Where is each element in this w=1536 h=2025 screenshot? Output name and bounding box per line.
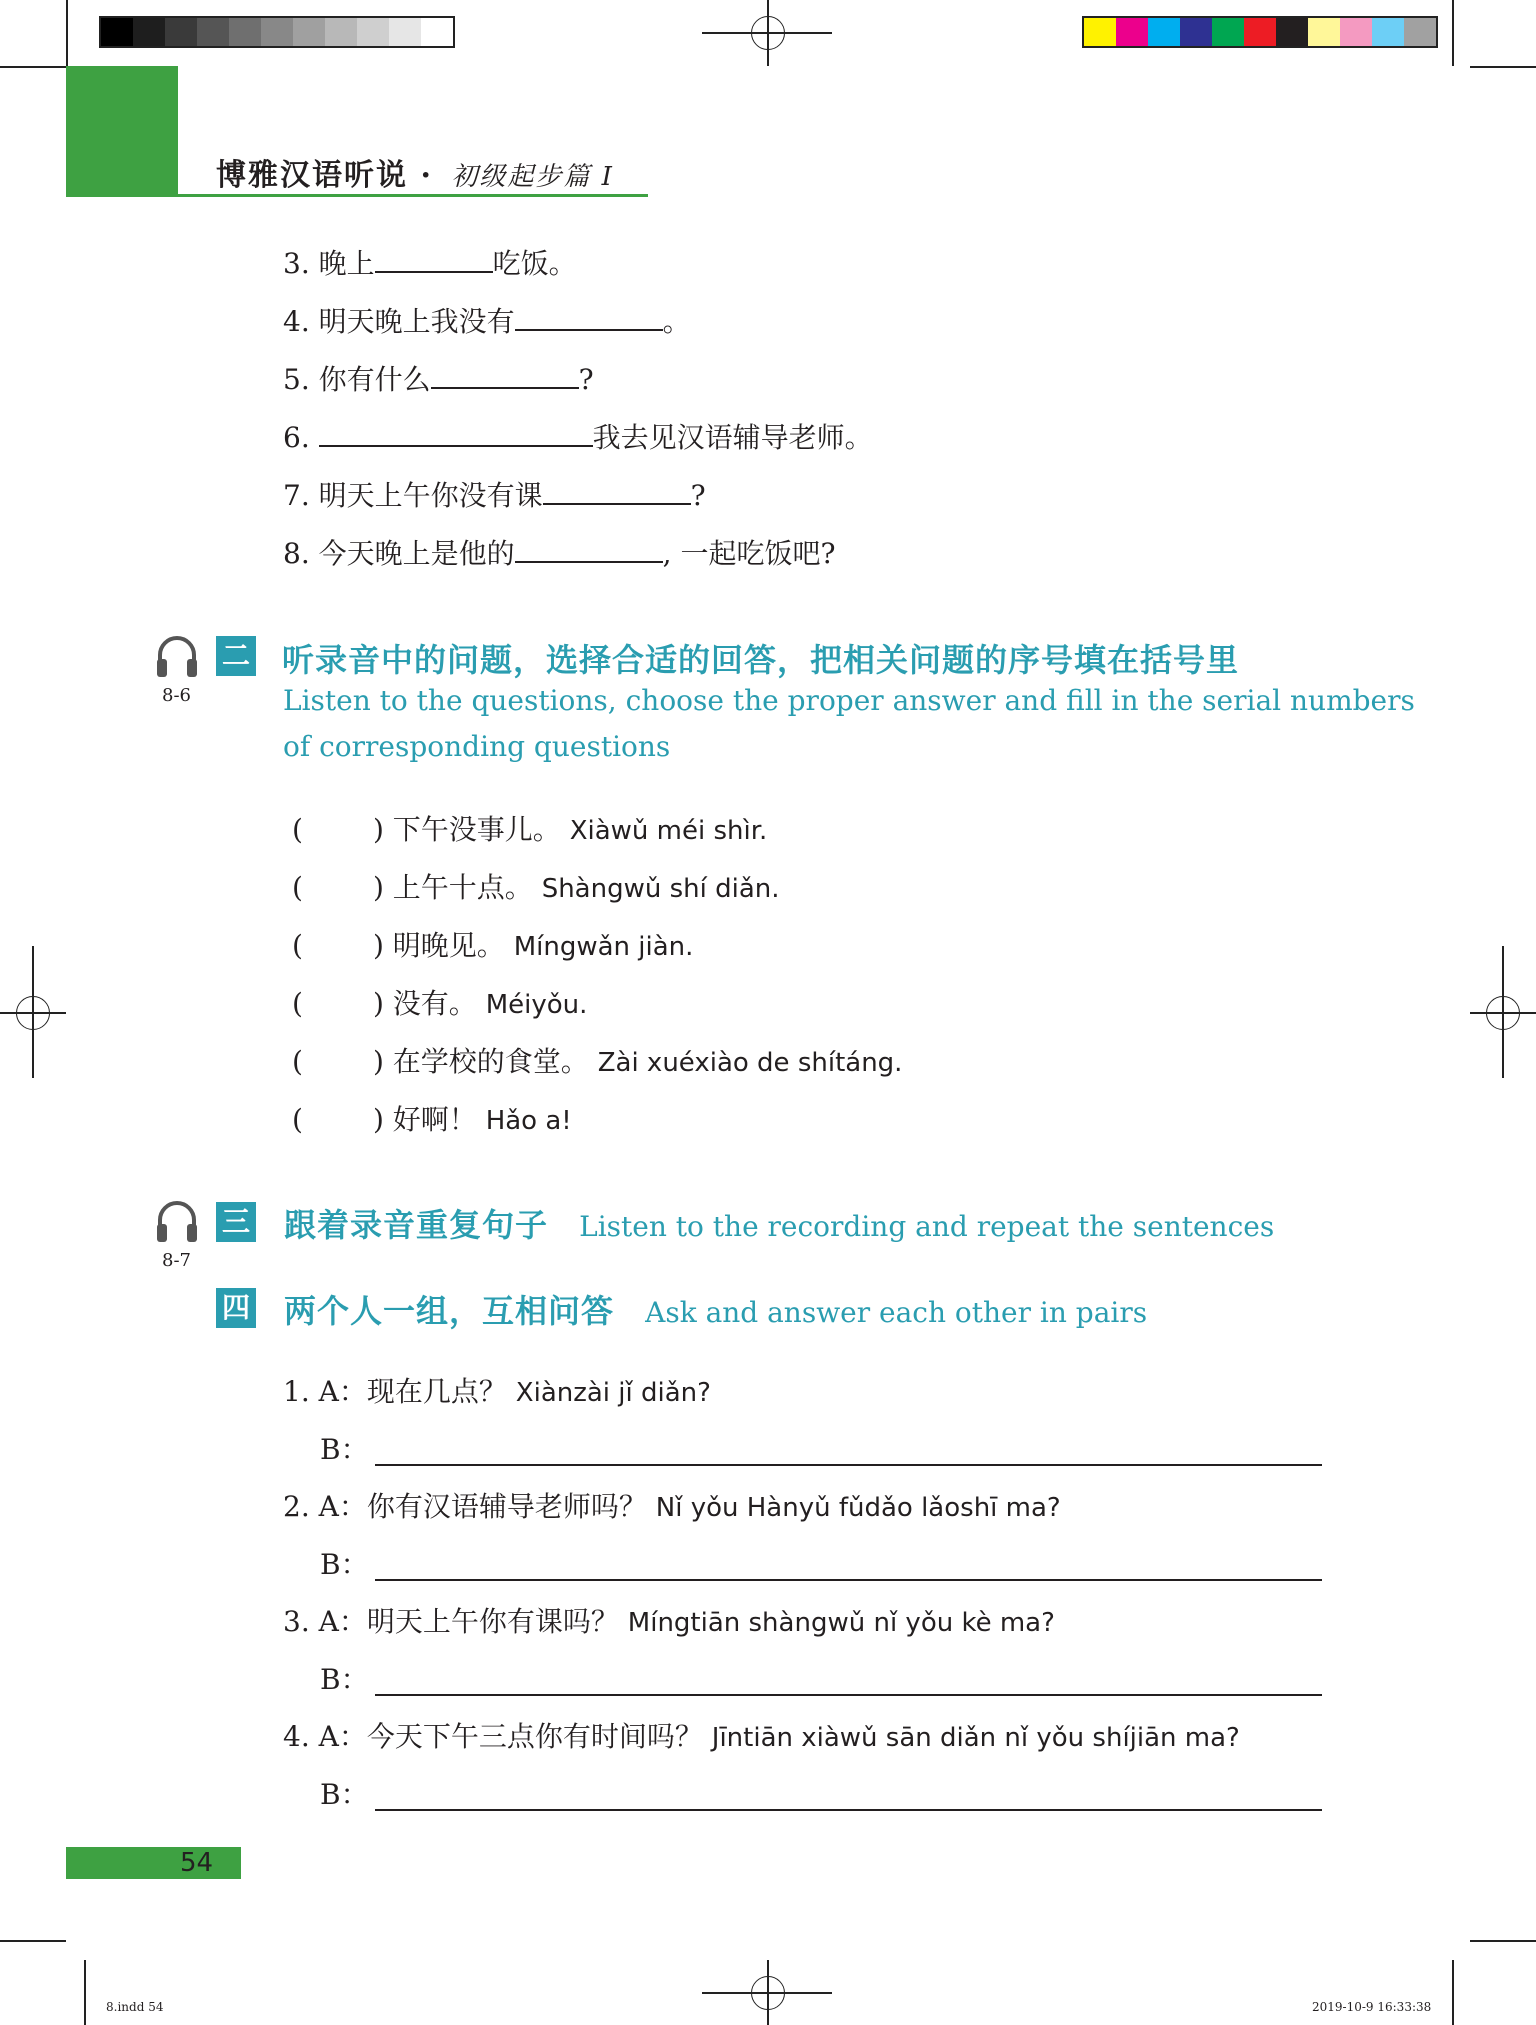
answer-line[interactable] bbox=[375, 1692, 1322, 1696]
audio-track-code: 8-7 bbox=[162, 1250, 191, 1271]
item-number: 4. bbox=[283, 1720, 310, 1753]
bracket-close: ) bbox=[372, 813, 384, 846]
item-text: 我去见汉语辅导老师。 bbox=[592, 421, 873, 454]
item-text: 明天上午你没有课 bbox=[318, 479, 543, 512]
speaker-a-label: A： bbox=[318, 1720, 367, 1753]
bracket-close: ) bbox=[372, 871, 384, 904]
item-number: 2. bbox=[283, 1490, 310, 1523]
question-pinyin: Nǐ yǒu Hànyǔ fǔdǎo lǎoshī ma? bbox=[655, 1493, 1061, 1523]
color-calibration-bar bbox=[1082, 16, 1438, 48]
speaker-a-label: A： bbox=[318, 1605, 367, 1638]
question-pinyin: Míngtiān shàngwǔ nǐ yǒu kè ma? bbox=[627, 1608, 1055, 1638]
option-pinyin: Zài xuéxiào de shítáng. bbox=[597, 1048, 903, 1078]
crop-mark bbox=[84, 1960, 86, 2025]
speaker-a-label: A： bbox=[318, 1490, 367, 1523]
exercise-item bbox=[283, 244, 577, 284]
answer-option bbox=[292, 926, 693, 967]
crop-mark bbox=[767, 1960, 769, 2025]
speaker-b-label: B： bbox=[320, 1778, 369, 1811]
page-number-bar bbox=[66, 1847, 241, 1879]
question-pinyin: Jīntiān xiàwǔ sān diǎn nǐ yǒu shíjiān ma? bbox=[711, 1723, 1240, 1753]
bracket-open: ( bbox=[292, 813, 303, 846]
section-badge: 三 bbox=[216, 1202, 256, 1242]
section-title-cn: 跟着录音重复句子 bbox=[284, 1206, 549, 1244]
item-text: , 一起吃饭吧? bbox=[662, 537, 836, 570]
answer-blank[interactable] bbox=[543, 479, 691, 505]
bracket-open: ( bbox=[292, 871, 303, 904]
item-number: 4. bbox=[283, 305, 310, 338]
crop-mark bbox=[1452, 0, 1454, 66]
answer-option bbox=[292, 1042, 902, 1083]
item-text: 今天晚上是他的 bbox=[318, 537, 515, 570]
bracket-close: ) bbox=[372, 929, 384, 962]
section-badge: 二 bbox=[216, 636, 256, 676]
answer-option bbox=[292, 810, 767, 851]
dialogue-question bbox=[283, 1602, 1055, 1643]
dialogue-question bbox=[283, 1372, 711, 1413]
section-title bbox=[284, 1200, 1274, 1246]
section-title-en: Listen to the recording and repeat the sentences bbox=[579, 1210, 1275, 1243]
option-cn: 好啊！ bbox=[392, 1103, 477, 1136]
book-title bbox=[216, 150, 614, 194]
crop-mark bbox=[0, 66, 66, 68]
option-pinyin: Hǎo a! bbox=[485, 1106, 572, 1136]
exercise-item bbox=[283, 534, 835, 574]
footer-file-info: 8.indd 54 bbox=[106, 2000, 164, 2014]
answer-blank[interactable] bbox=[319, 421, 593, 447]
speaker-a-label: A： bbox=[318, 1375, 367, 1408]
exercise-item bbox=[283, 302, 691, 342]
option-cn: 在学校的食堂。 bbox=[392, 1045, 589, 1078]
crop-mark bbox=[32, 946, 34, 1078]
question-cn: 今天下午三点你有时间吗？ bbox=[366, 1720, 703, 1753]
answer-blank[interactable] bbox=[431, 363, 579, 389]
option-cn: 明晚见。 bbox=[392, 929, 505, 962]
answer-option bbox=[292, 984, 587, 1025]
headphone-icon[interactable] bbox=[155, 1198, 199, 1244]
footer-timestamp: 2019-10-9 16:33:38 bbox=[1312, 2000, 1432, 2014]
speaker-b-label: B： bbox=[320, 1548, 369, 1581]
header-rule bbox=[66, 194, 648, 197]
answer-blank[interactable] bbox=[375, 247, 493, 273]
option-pinyin: Xiàwǔ méi shìr. bbox=[569, 816, 768, 846]
audio-track-code: 8-6 bbox=[162, 685, 191, 706]
option-cn: 没有。 bbox=[392, 987, 477, 1020]
crop-mark bbox=[767, 0, 769, 66]
option-pinyin: Míngwǎn jiàn. bbox=[513, 932, 694, 962]
section-badge: 四 bbox=[216, 1288, 256, 1328]
option-pinyin: Shàngwǔ shí diǎn. bbox=[541, 874, 780, 904]
item-text: ? bbox=[578, 363, 594, 396]
item-number: 7. bbox=[283, 479, 310, 512]
title-separator: · bbox=[420, 158, 433, 193]
crop-mark bbox=[1470, 66, 1536, 68]
answer-option bbox=[292, 868, 780, 909]
bracket-open: ( bbox=[292, 1045, 303, 1078]
answer-line[interactable] bbox=[375, 1807, 1322, 1811]
section-title-en-cont: of corresponding questions bbox=[283, 730, 671, 763]
item-text: 你有什么 bbox=[318, 363, 431, 396]
item-number: 1. bbox=[283, 1375, 310, 1408]
section-title-en: Ask and answer each other in pairs bbox=[645, 1296, 1148, 1329]
option-cn: 下午没事儿。 bbox=[392, 813, 561, 846]
option-cn: 上午十点。 bbox=[392, 871, 533, 904]
book-subtitle: 初级起步篇 I bbox=[451, 162, 614, 192]
item-number: 3. bbox=[283, 1605, 310, 1638]
question-cn: 现在几点？ bbox=[366, 1375, 507, 1408]
page-number: 54 bbox=[180, 1848, 214, 1878]
grayscale-calibration-bar bbox=[99, 16, 455, 48]
exercise-item bbox=[283, 476, 706, 516]
item-text: 明天晚上我没有 bbox=[318, 305, 515, 338]
question-pinyin: Xiànzài jǐ diǎn? bbox=[515, 1378, 711, 1408]
section-title bbox=[284, 1286, 1147, 1332]
bracket-close: ) bbox=[372, 1045, 384, 1078]
bracket-open: ( bbox=[292, 1103, 303, 1136]
item-text: 。 bbox=[662, 305, 691, 338]
bracket-close: ) bbox=[372, 987, 384, 1020]
question-cn: 你有汉语辅导老师吗？ bbox=[366, 1490, 647, 1523]
dialogue-question bbox=[283, 1487, 1061, 1528]
crop-mark bbox=[0, 1940, 66, 1942]
crop-mark bbox=[1502, 946, 1504, 1078]
header-green-block bbox=[66, 66, 178, 196]
crop-mark bbox=[1452, 1960, 1454, 2025]
answer-blank[interactable] bbox=[515, 537, 663, 563]
item-number: 3. bbox=[283, 247, 310, 280]
item-text: 吃饭。 bbox=[492, 247, 577, 280]
crop-mark bbox=[66, 0, 68, 66]
speaker-b-label: B： bbox=[320, 1433, 369, 1466]
option-pinyin: Méiyǒu. bbox=[485, 990, 588, 1020]
question-cn: 明天上午你有课吗？ bbox=[366, 1605, 619, 1638]
item-number: 6. bbox=[283, 421, 310, 454]
headphone-icon[interactable] bbox=[155, 633, 199, 679]
bracket-open: ( bbox=[292, 929, 303, 962]
exercise-item bbox=[283, 418, 873, 458]
section-title-cn: 两个人一组，互相问答 bbox=[284, 1292, 615, 1330]
answer-option bbox=[292, 1100, 572, 1141]
crop-mark bbox=[1470, 1940, 1536, 1942]
item-number: 5. bbox=[283, 363, 310, 396]
dialogue-question bbox=[283, 1717, 1240, 1758]
answer-blank[interactable] bbox=[515, 305, 663, 331]
answer-line[interactable] bbox=[375, 1462, 1322, 1466]
bracket-close: ) bbox=[372, 1103, 384, 1136]
item-text: 晚上 bbox=[318, 247, 375, 280]
exercise-item bbox=[283, 360, 594, 400]
item-number: 8. bbox=[283, 537, 310, 570]
section-title-en: Listen to the questions, choose the proper answer and fill in the serial numbers bbox=[283, 684, 1415, 717]
bracket-open: ( bbox=[292, 987, 303, 1020]
answer-line[interactable] bbox=[375, 1577, 1322, 1581]
section-title-cn: 听录音中的问题，选择合适的回答，把相关问题的序号填在括号里 bbox=[282, 641, 1240, 679]
item-text: ? bbox=[690, 479, 706, 512]
speaker-b-label: B： bbox=[320, 1663, 369, 1696]
book-title-text: 博雅汉语听说 bbox=[216, 158, 408, 193]
